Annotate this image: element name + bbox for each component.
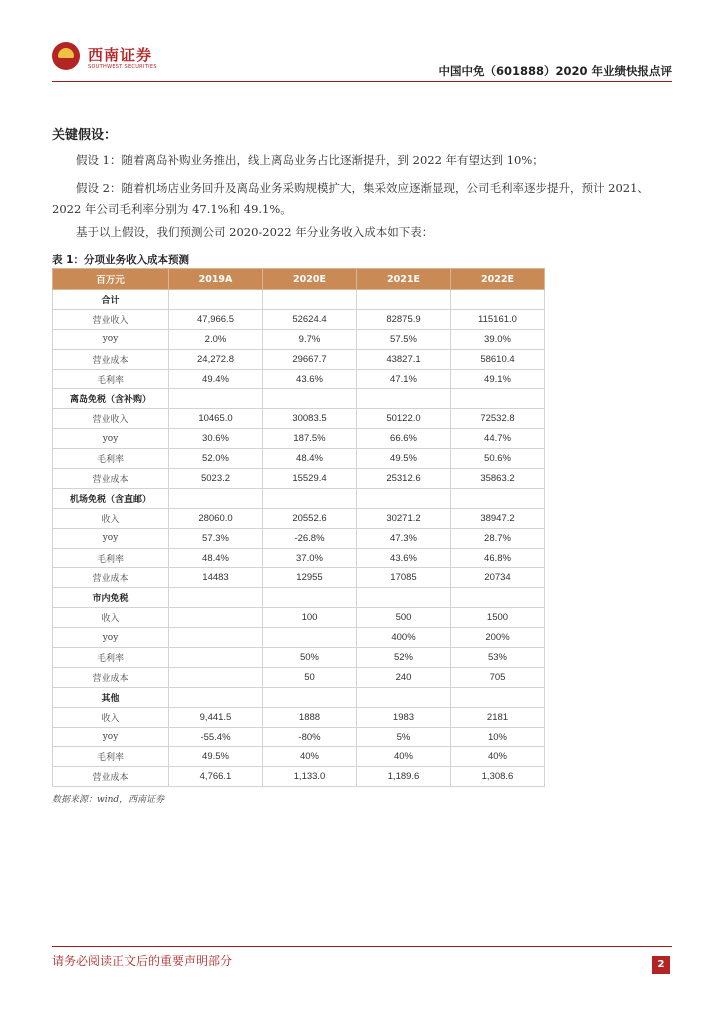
value-cell: 2181 <box>451 707 545 727</box>
value-cell: 48.4% <box>263 449 357 469</box>
table-row <box>53 667 545 687</box>
table-row <box>53 548 545 568</box>
table-group-row <box>53 389 545 409</box>
value-cell: 50% <box>263 648 357 668</box>
row-label-cell: 毛利率 <box>53 648 169 668</box>
value-cell: 10465.0 <box>169 409 263 429</box>
value-cell <box>451 588 545 608</box>
value-cell <box>263 588 357 608</box>
value-cell <box>169 608 263 628</box>
value-cell: 52% <box>357 648 451 668</box>
value-cell: 49.5% <box>169 747 263 767</box>
value-cell: 1983 <box>357 707 451 727</box>
value-cell: 30.6% <box>169 429 263 449</box>
value-cell: 187.5% <box>263 429 357 449</box>
table-row <box>53 369 545 389</box>
value-cell: 10% <box>451 727 545 747</box>
table-row <box>53 508 545 528</box>
value-cell: 12955 <box>263 568 357 588</box>
value-cell: 9,441.5 <box>169 707 263 727</box>
value-cell: 43.6% <box>263 369 357 389</box>
value-cell: 4,766.1 <box>169 767 263 787</box>
value-cell: 40% <box>263 747 357 767</box>
table-row <box>53 608 545 628</box>
value-cell: 47.1% <box>357 369 451 389</box>
value-cell: 35863.2 <box>451 469 545 489</box>
table-row <box>53 449 545 469</box>
value-cell: 30083.5 <box>263 409 357 429</box>
value-cell: 49.5% <box>357 449 451 469</box>
value-cell <box>263 389 357 409</box>
value-cell: 705 <box>451 667 545 687</box>
value-cell <box>357 588 451 608</box>
row-label-cell: 市内免税 <box>53 588 169 608</box>
company-logo <box>52 42 252 82</box>
value-cell: 1,189.6 <box>357 767 451 787</box>
value-cell <box>169 488 263 508</box>
row-label-cell: 营业成本 <box>53 469 169 489</box>
value-cell: 57.3% <box>169 528 263 548</box>
value-cell: 39.0% <box>451 329 545 349</box>
value-cell: 46.8% <box>451 548 545 568</box>
table-row <box>53 309 545 329</box>
value-cell: 40% <box>451 747 545 767</box>
forecast-table-container <box>52 268 544 787</box>
header-2019a: 2019A <box>169 269 263 290</box>
value-cell: 66.6% <box>357 429 451 449</box>
row-label-cell: 其他 <box>53 687 169 707</box>
data-source: 数据来源：wind，西南证券 <box>52 795 165 805</box>
value-cell: 58610.4 <box>451 349 545 369</box>
value-cell: 43827.1 <box>357 349 451 369</box>
section-title: 关键假设： <box>52 128 118 143</box>
value-cell: 115161.0 <box>451 309 545 329</box>
logo-emblem-icon <box>52 42 80 70</box>
value-cell: 400% <box>357 628 451 648</box>
value-cell: 50122.0 <box>357 409 451 429</box>
value-cell: 72532.8 <box>451 409 545 429</box>
value-cell: 9.7% <box>263 329 357 349</box>
value-cell: -26.8% <box>263 528 357 548</box>
value-cell <box>451 488 545 508</box>
report-title: 中国中免（601888）2020 年业绩快报点评 <box>438 64 672 78</box>
value-cell: 48.4% <box>169 548 263 568</box>
value-cell: 30271.2 <box>357 508 451 528</box>
logo-name-en: SOUTHWEST SECURITIES <box>88 64 157 70</box>
table-row <box>53 329 545 349</box>
table-row <box>53 568 545 588</box>
table-group-row <box>53 588 545 608</box>
value-cell: 25312.6 <box>357 469 451 489</box>
row-label-cell: 毛利率 <box>53 369 169 389</box>
value-cell: 82875.9 <box>357 309 451 329</box>
value-cell: 28060.0 <box>169 508 263 528</box>
assumption-2: 假设 2：随着机场店业务回升及离岛业务采购规模扩大，集采效应逐渐显现，公司毛利率逐步提升，预计 2021、2022 年公司毛利率分别为 47.1%和 49.1%。 <box>52 181 649 216</box>
value-cell <box>169 667 263 687</box>
table-row <box>53 648 545 668</box>
value-cell: 50 <box>263 667 357 687</box>
header-2020e: 2020E <box>263 269 357 290</box>
row-label-cell: 收入 <box>53 608 169 628</box>
value-cell: 17085 <box>357 568 451 588</box>
value-cell: 53% <box>451 648 545 668</box>
row-label-cell: 收入 <box>53 707 169 727</box>
table-row <box>53 767 545 787</box>
table-row <box>53 349 545 369</box>
forecast-intro: 基于以上假设，我们预测公司 2020-2022 年分业务收入成本如下表： <box>76 225 434 239</box>
disclaimer-note: 请务必阅读正文后的重要声明部分 <box>52 954 233 968</box>
value-cell: 49.1% <box>451 369 545 389</box>
value-cell: 20552.6 <box>263 508 357 528</box>
value-cell: 47.3% <box>357 528 451 548</box>
value-cell: 500 <box>357 608 451 628</box>
value-cell: 1500 <box>451 608 545 628</box>
value-cell: 57.5% <box>357 329 451 349</box>
value-cell <box>263 687 357 707</box>
value-cell <box>451 687 545 707</box>
value-cell: 1888 <box>263 707 357 727</box>
table-group-row <box>53 488 545 508</box>
value-cell <box>357 488 451 508</box>
row-label-cell: yoy <box>53 329 169 349</box>
header-unit: 百万元 <box>53 269 169 290</box>
value-cell: 15529.4 <box>263 469 357 489</box>
row-label-cell: 合计 <box>53 290 169 310</box>
value-cell: 37.0% <box>263 548 357 568</box>
value-cell <box>169 389 263 409</box>
table-row <box>53 707 545 727</box>
value-cell: 24,272.8 <box>169 349 263 369</box>
table-row <box>53 469 545 489</box>
value-cell <box>357 290 451 310</box>
value-cell: 20734 <box>451 568 545 588</box>
value-cell: 200% <box>451 628 545 648</box>
row-label-cell: 离岛免税（含补购） <box>53 389 169 409</box>
value-cell: 100 <box>263 608 357 628</box>
value-cell <box>263 628 357 648</box>
value-cell <box>169 588 263 608</box>
table-row <box>53 747 545 767</box>
value-cell: 38947.2 <box>451 508 545 528</box>
row-label-cell: 营业成本 <box>53 568 169 588</box>
row-label-cell: 营业成本 <box>53 349 169 369</box>
value-cell: 47,966.5 <box>169 309 263 329</box>
table-row <box>53 429 545 449</box>
row-label-cell: yoy <box>53 727 169 747</box>
table-row <box>53 409 545 429</box>
value-cell <box>263 290 357 310</box>
row-label-cell: 营业收入 <box>53 309 169 329</box>
value-cell <box>263 488 357 508</box>
page-number: 2 <box>652 956 670 974</box>
forecast-table <box>52 268 545 787</box>
row-label-cell: yoy <box>53 429 169 449</box>
value-cell <box>169 648 263 668</box>
header-2022e: 2022E <box>451 269 545 290</box>
value-cell: 29667.7 <box>263 349 357 369</box>
table-header-row <box>53 269 545 290</box>
value-cell: 240 <box>357 667 451 687</box>
value-cell: 14483 <box>169 568 263 588</box>
row-label-cell: yoy <box>53 628 169 648</box>
table-row <box>53 628 545 648</box>
value-cell: 1,308.6 <box>451 767 545 787</box>
value-cell: 52.0% <box>169 449 263 469</box>
value-cell: -55.4% <box>169 727 263 747</box>
row-label-cell: 营业成本 <box>53 667 169 687</box>
value-cell: 43.6% <box>357 548 451 568</box>
value-cell: 52624.4 <box>263 309 357 329</box>
logo-name: 西南证券 <box>88 46 153 64</box>
value-cell: 40% <box>357 747 451 767</box>
value-cell <box>169 687 263 707</box>
value-cell <box>169 628 263 648</box>
value-cell: 49.4% <box>169 369 263 389</box>
row-label-cell: 毛利率 <box>53 548 169 568</box>
value-cell: 5023.2 <box>169 469 263 489</box>
header-2021e: 2021E <box>357 269 451 290</box>
value-cell <box>451 389 545 409</box>
footer-divider <box>52 946 672 947</box>
value-cell <box>169 290 263 310</box>
value-cell: 2.0% <box>169 329 263 349</box>
value-cell <box>357 389 451 409</box>
table-row <box>53 727 545 747</box>
value-cell: 1,133.0 <box>263 767 357 787</box>
value-cell: 5% <box>357 727 451 747</box>
page-header <box>52 36 672 88</box>
row-label-cell: 毛利率 <box>53 747 169 767</box>
value-cell: -80% <box>263 727 357 747</box>
value-cell <box>357 687 451 707</box>
row-label-cell: 机场免税（含直邮） <box>53 488 169 508</box>
row-label-cell: 毛利率 <box>53 449 169 469</box>
row-label-cell: 收入 <box>53 508 169 528</box>
value-cell <box>451 290 545 310</box>
row-label-cell: yoy <box>53 528 169 548</box>
value-cell: 44.7% <box>451 429 545 449</box>
assumption-1: 假设 1：随着离岛补购业务推出，线上离岛业务占比逐渐提升，到 2022 年有望达到 10%； <box>76 153 544 167</box>
table-caption: 表 1：分项业务收入成本预测 <box>52 254 189 266</box>
table-group-row <box>53 687 545 707</box>
header-divider <box>52 81 672 82</box>
table-row <box>53 528 545 548</box>
table-group-row <box>53 290 545 310</box>
row-label-cell: 营业收入 <box>53 409 169 429</box>
value-cell: 28.7% <box>451 528 545 548</box>
row-label-cell: 营业成本 <box>53 767 169 787</box>
value-cell: 50.6% <box>451 449 545 469</box>
